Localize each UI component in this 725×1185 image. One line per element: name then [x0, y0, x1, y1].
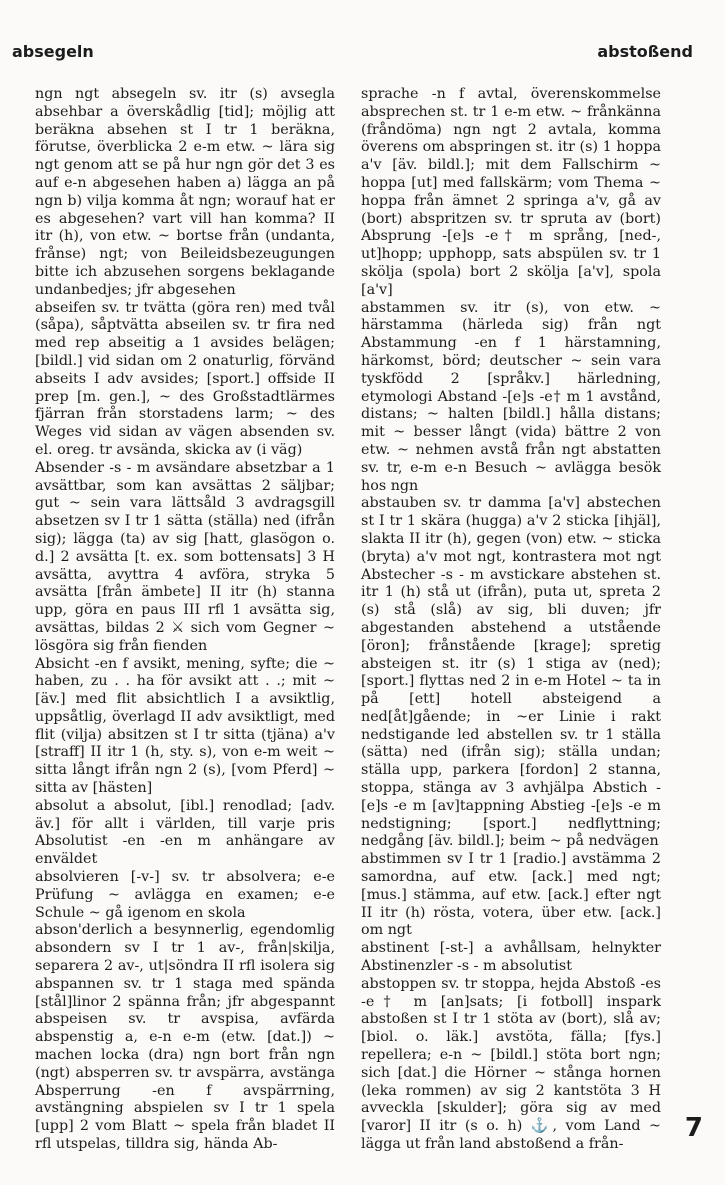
page-number: 7 [684, 1113, 703, 1143]
dictionary-paragraph [35, 869, 340, 922]
entry-text: Absicht -en f avsikt, mening, syfte; die ~ haben, zu . . ha för avsikt att . .; mit ~ [äv.] med flit absichtlich I a avsiktlig, uppsåtlig, överlagd II adv avsiktligt, med flit (vilja) absitzen st I tr sitta (tjäna) a'v [straff] II itr 1 (h, sty. s), von e-m weit ~ sitta långt ifrån ngn 2 (s), [vom Pferd] ~ sitta av [hästen] [35, 655, 340, 797]
entry-text: abseifen sv. tr tvätta (göra ren) med tvål (såpa), såptvätta abseilen sv. tr fira ned med rep abseitig a 1 avsides belägen; [bildl.] vid sidan om 2 onaturlig, förvänd abseits I adv avsides; [sport.] offside II prep [m. gen.], ~ des Großstadtlärmes fjärran från storstadens larm; ~ des Weges vid sidan av vägen absenden sv. el. oreg. tr avsända, skicka av (i väg) [35, 299, 340, 458]
dictionary-paragraph [35, 459, 340, 656]
entry-text: sprache -n f avtal, överenskommelse absprechen st. tr 1 e-m etw. ~ frånkänna (fråndöma) ngn ngt 2 avtala, komma överens om abspringen st. itr (s) 1 hoppa a'v [äv. bildl.]; mit dem Fallschirm ~ hoppa [ut] med fallskärm; vom Thema ~ hoppa från ämnet 2 springa a'v, gå av (bort) abspritzen sv. tr spruta av (bort) Absprung -[e]s -e† m språng, [ned-, ut]hopp; upphopp, sats abspülen sv. tr 1 skölja (spola) bort 2 skölja [a'v], spola [a'v] [361, 86, 666, 298]
entry-text: abson'derlich a besynnerlig, egendomlig absondern sv I tr 1 av-, från|skilja, separera 2 av-, ut|söndra II rfl isolera sig abspannen sv. tr 1 staga med spända [stål]linor 2 spänna från; jfr abgespannt abspeisen sv. tr avspisa, avfärda abspenstig a, e-n e-m (etw. [dat.]) ~ machen locka (dra) ngn bort från ngn (ngt) absperren sv. tr avspärra, avstänga Absperrung -en f avspärrning, avstängning abspielen sv I tr 1 spela [upp] 2 vom Blatt ~ spela från bladet II rfl utspelas, tilldra sig, hända Ab- [35, 922, 340, 1153]
dictionary-paragraph [35, 797, 340, 869]
entry-text: ngn ngt absegeln sv. itr (s) avsegla absehbar a överskådlig [tid]; möjlig att beräkna absehen st I tr 1 beräkna, förutse, överblicka 2 e-m etw. ~ lära sig ngt genom att se på hur ngn gör det 3 es auf e-n abgesehen haben a) lägga an på ngn b) vilja komma åt ngn; worauf hat er es abgesehen? vart vill han komma? II itr (h), von etw. ~ bortse från (undanta, frånse) ngt; von Beileidsbezeugungen bitte ich abzusehen sorgens beklagande undanbedjes; jfr abgesehen [35, 86, 340, 298]
column-right [361, 86, 666, 1154]
dictionary-paragraph [361, 940, 666, 976]
dictionary-paragraph [35, 922, 340, 1153]
dictionary-paragraph [361, 851, 666, 940]
column-left [35, 86, 340, 1154]
dictionary-paragraph [361, 299, 666, 496]
dictionary-paragraph [35, 299, 340, 460]
entry-text: abstoppen sv. tr stoppa, hejda Abstoß -es -e† m [an]sats; [i fotboll] inspark abstoßen st I tr 1 stöta av (bort), slå av; [biol. o. läk.] avstöta, fälla; [fys.] repellera; e-n ~ [bildl.] stöta bort ngn; sich [dat.] die Hörner ~ stånga hornen (leka rommen) av sig 2 kantstöta 3 H avveckla [skulder]; göra sig av med [varor] II itr (s o. h) ⚓, vom Land ~ lägga ut från land abstoßend a från- [361, 975, 666, 1153]
running-header-right: abstoßend [597, 42, 693, 61]
entry-text: abstauben sv. tr damma [a'v] abstechen st I tr 1 skära (hugga) a'v 2 sticka [ihjäl], slakta II itr (h), gegen (von) etw. ~ sticka (bryta) a'v mot ngt, kontrastera mot ngt Abstecher -s - m avstickare abstehen st. itr 1 (h) stå ut (ifrån), puta ut, spreta 2 (s) stå (slå) av sig, bli duven; jfr abgestanden abstehend a utstående [öron]; frånstående [krage]; spretig absteigen st. itr (s) 1 stiga av (ned); [sport.] flyttas ned 2 in e-m Hotel ~ ta in på [ett] hotell absteigend a ned[åt]gående; in ~er Linie i rakt nedstigande led abstellen sv. tr 1 ställa (sätta) ned (ifrån sig); ställa undan; ställa upp, parkera [fordon] 2 stanna, stoppa, stänga av 3 avhjälpa Abstich -[e]s -e m [av]tappning Abstieg -[e]s -e m nedstigning; [sport.] nedflyttning; nedgång [äv. bildl.]; beim ~ på nedvägen [361, 495, 666, 850]
dictionary-paragraph [361, 495, 666, 851]
dictionary-paragraph [35, 86, 340, 300]
running-header-left: absegeln [12, 42, 94, 61]
entry-text: absolvieren [-v-] sv. tr absolvera; e-e Prüfung ~ avlägga en examen; e-e Schule ~ gå igenom en skola [35, 869, 340, 921]
entry-text: absolut a absolut, [ibl.] renodlad; [adv. äv.] för allt i världen, till varje pris Absolutist -en -en m anhängare av enväldet [35, 797, 340, 868]
entry-text: abstinent [-st-] a avhållsam, helnykter Abstinenzler -s - m absolutist [361, 940, 666, 975]
dictionary-paragraph [361, 975, 666, 1154]
entry-text: abstimmen sv I tr 1 [radio.] avstämma 2 samordna, auf etw. [ack.] med ngt; [mus.] stämma, auf etw. [ack.] efter ngt II itr (h) rösta, votera, über etw. [ack.] om ngt [361, 851, 666, 939]
entry-text: Absender -s - m avsändare absetzbar a 1 avsättbar, som kan avsättas 2 säljbar; gut ~ sein vara lättsåld 3 avdragsgill absetzen sv I tr 1 sätta (ställa) ned (ifrån sig); lägga (ta) av sig [hatt, glasögon o. d.] 2 avsätta [t. ex. som bottensats] 3 H avsätta, avyttra 4 avföra, stryka 5 avsätta [från ämbete] II itr (h) stanna upp, göra en paus III rfl 1 avsätta sig, avsättas, bildas 2 ⚔ sich vom Gegner ~ lösgöra sig från fienden [35, 459, 340, 654]
dictionary-paragraph [361, 86, 666, 300]
entry-text: abstammen sv. itr (s), von etw. ~ härstamma (härleda sig) från ngt Abstammung -en f 1 härstamning, härkomst, börd; deutscher ~ sein vara tyskfödd 2 [språkv.] härledning, etymologi Abstand -[e]s -e† m 1 avstånd, distans; ~ halten [bildl.] hålla distans; mit ~ besser långt (vida) bättre 2 von etw. ~ nehmen avstå från ngt abstatten sv. tr, e-m e-n Besuch ~ avlägga besök hos ngn [361, 299, 666, 494]
dictionary-paragraph [35, 655, 340, 798]
